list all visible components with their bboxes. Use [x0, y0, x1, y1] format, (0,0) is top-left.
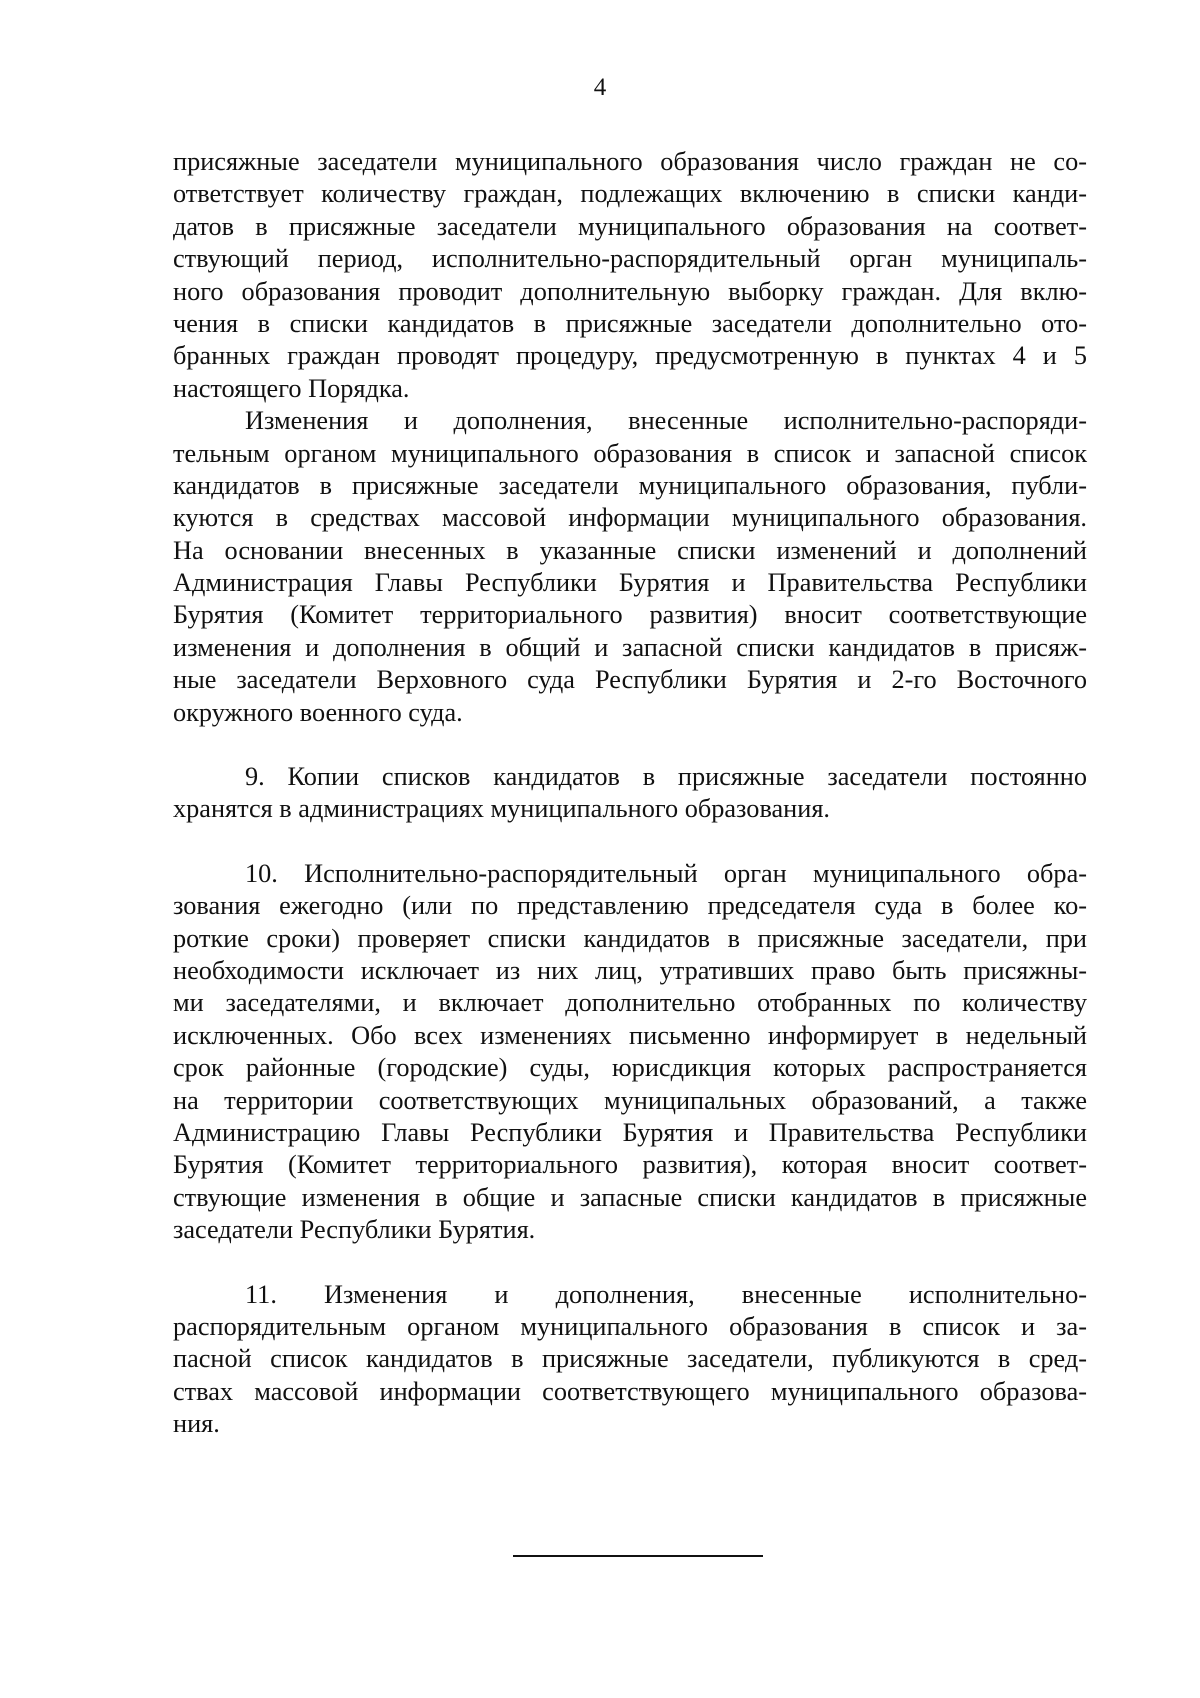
paragraph	[173, 858, 1087, 1247]
paragraph	[173, 761, 1087, 826]
text-line: ствах массовой информации соответствующего муниципального образова-	[173, 1376, 1087, 1406]
text-line: чения в списки кандидатов в присяжные заседатели дополнительно ото-	[173, 308, 1087, 338]
page-number: 4	[593, 74, 607, 101]
text-line: Изменения и дополнения, внесенные исполнительно-распоряди-	[245, 406, 1087, 436]
text-line: ствующие изменения в общие и запасные списки кандидатов в присяжные	[173, 1182, 1087, 1212]
paragraph-gap	[173, 729, 1087, 761]
text-line: 11. Изменения и дополнения, внесенные исполнительно-	[245, 1279, 1087, 1309]
text-line: заседатели Республики Бурятия.	[173, 1215, 536, 1245]
document-body	[173, 146, 1087, 1440]
text-line: Администрацию Главы Республики Бурятия и Правительства Республики	[173, 1117, 1087, 1147]
paragraph	[173, 1279, 1087, 1441]
text-line: Администрация Главы Республики Бурятия и Правительства Республики	[173, 568, 1087, 598]
text-line: куются в средствах массовой информации муниципального образования.	[173, 503, 1087, 533]
text-line: срок районные (городские) суды, юрисдикция которых распространяется	[173, 1053, 1087, 1083]
text-line: ния.	[173, 1409, 220, 1439]
text-line: роткие сроки) проверяет списки кандидатов в присяжные заседатели, при	[173, 923, 1087, 953]
text-line: 9. Копии списков кандидатов в присяжные заседатели постоянно	[245, 762, 1087, 792]
paragraph	[173, 146, 1087, 405]
text-line: присяжные заседатели муниципального образования число граждан не со-	[173, 147, 1087, 176]
paragraph-gap	[173, 1247, 1087, 1279]
text-line: Бурятия (Комитет территориального развития) вносит соответствующие	[173, 600, 1087, 630]
text-line: кандидатов в присяжные заседатели муниципального образования, публи-	[173, 470, 1087, 500]
text-line: ные заседатели Верховного суда Республики Бурятия и 2-го Восточного	[173, 665, 1087, 695]
text-line: ствующий период, исполнительно-распорядительный орган муниципаль-	[173, 244, 1087, 274]
text-line: необходимости исключает из них лиц, утративших право быть присяжны-	[173, 955, 1087, 985]
text-line: распорядительным органом муниципального образования в список и за-	[173, 1311, 1087, 1341]
text-line: хранятся в администрациях муниципального образования.	[173, 794, 830, 824]
paragraph	[173, 405, 1087, 729]
text-line: 10. Исполнительно-распорядительный орган муниципального обра-	[245, 858, 1087, 888]
closing-rule	[513, 1555, 763, 1557]
text-line: окружного военного суда.	[173, 697, 463, 727]
text-line: исключенных. Обо всех изменениях письменно информирует в недельный	[173, 1020, 1087, 1050]
paragraph-gap	[173, 826, 1087, 858]
text-line: датов в присяжные заседатели муниципального образования на соответ-	[173, 211, 1087, 241]
text-line: ответствует количеству граждан, подлежащих включению в списки канди-	[173, 179, 1087, 209]
text-line: бранных граждан проводят процедуру, предусмотренную в пунктах 4 и 5	[173, 341, 1087, 371]
text-line: пасной список кандидатов в присяжные заседатели, публикуются в сред-	[173, 1344, 1087, 1374]
text-line: На основании внесенных в указанные списки изменений и дополнений	[173, 535, 1087, 565]
text-line: зования ежегодно (или по представлению председателя суда в более ко-	[173, 891, 1087, 921]
text-line: настоящего Порядка.	[173, 373, 410, 403]
text-line: тельным органом муниципального образования в список и запасной список	[173, 438, 1087, 468]
text-line: Бурятия (Комитет территориального развития), которая вносит соответ-	[173, 1150, 1087, 1180]
text-line: ми заседателями, и включает дополнительно отобранных по количеству	[173, 988, 1087, 1018]
text-line: ного образования проводит дополнительную выборку граждан. Для вклю-	[173, 276, 1087, 306]
text-line: на территории соответствующих муниципальных образований, а также	[173, 1085, 1087, 1115]
text-line: изменения и дополнения в общий и запасной списки кандидатов в присяж-	[173, 632, 1087, 662]
